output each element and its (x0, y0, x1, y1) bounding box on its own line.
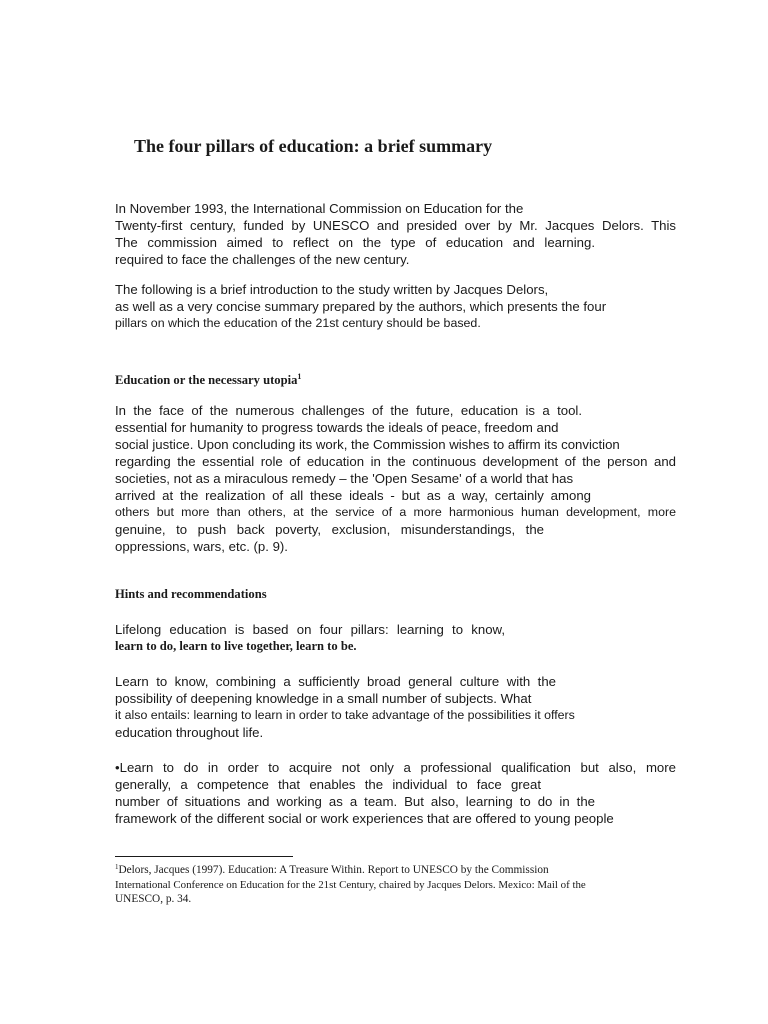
heading-text: Education or the necessary utopia (115, 373, 298, 387)
pillars-paragraph (115, 621, 676, 655)
footnote-line: International Conference on Education for the 21st Century, chaired by Jacques Delors. Mexico: Mail of the (115, 878, 586, 891)
text-line: pillars on which the education of the 21st century should be based. (115, 316, 481, 330)
footnote-text: Delors, Jacques (1997). Education: A Treasure Within. Report to UNESCO by the Commission (118, 864, 549, 876)
text-line (115, 521, 544, 538)
pillars-bold-line: learn to do, learn to live together, learn to be. (115, 639, 357, 653)
text-line: framework of the different social or work experiences that are offered to young people (115, 811, 614, 826)
text-line: societies, not as a miraculous remedy – the 'Open Sesame' of a world that has (115, 471, 574, 486)
text-line (115, 234, 595, 251)
text-line: others but more than others, at the service of a more harmonious human development, more (115, 505, 676, 519)
text-line (115, 621, 505, 638)
text-line-inner: Lifelong education is based on four pillars: learning to know, (115, 622, 505, 637)
text-line-inner: Learn to know, combining a sufficiently broad general culture with the (115, 674, 556, 689)
text-line-inner: The commission aimed to reflect on the type of education and learning. (115, 235, 595, 250)
text-line: •Learn to do in order to acquire not only a professional qualification but also, more (115, 760, 676, 775)
section-heading-utopia (115, 373, 301, 388)
text-line: education throughout life. (115, 725, 264, 740)
text-line: In November 1993, the International Commission on Education for the (115, 201, 524, 216)
footnote-line (115, 863, 635, 878)
learn-to-do-paragraph (115, 759, 676, 827)
text-line: oppressions, wars, etc. (p. 9). (115, 539, 288, 554)
footnote-line: UNESCO, p. 34. (115, 893, 192, 905)
text-line (115, 776, 541, 793)
text-line: required to face the challenges of the new century. (115, 252, 410, 267)
footnote-marker: 1 (297, 372, 302, 381)
text-line (115, 793, 595, 810)
footnote-separator (115, 856, 293, 857)
text-line: The following is a brief introduction to the study written by Jacques Delors, (115, 282, 549, 297)
learn-to-know-paragraph (115, 673, 676, 741)
text-line-inner: In the face of the numerous challenges of the future, education is a tool. (115, 403, 582, 418)
document-title: The four pillars of education: a brief summary (134, 136, 493, 156)
text-line (115, 487, 591, 504)
text-line-inner: genuine, to push back poverty, exclusion, misunderstandings, the (115, 522, 544, 537)
intro-paragraph-2 (115, 281, 676, 332)
text-line-inner: generally, a competence that enables the individual to face great (115, 777, 541, 792)
text-line-inner: number of situations and working as a team. But also, learning to do in the (115, 794, 595, 809)
text-line (115, 402, 582, 419)
footnote-marker: 1 (115, 863, 119, 871)
text-line: it also entails: learning to learn in order to take advantage of the possibilities it offers (115, 708, 575, 722)
text-line-inner: arrived at the realization of all these ideals - but as a way, certainly among (115, 488, 591, 503)
text-line (115, 673, 556, 690)
text-line: Twenty-first century, funded by UNESCO and presided over by Mr. Jacques Delors. This (115, 218, 676, 233)
footnote (115, 863, 635, 907)
section-heading-hints: Hints and recommendations (115, 587, 267, 601)
intro-paragraph-1 (115, 200, 676, 268)
text-line: essential for humanity to progress towards the ideals of peace, freedom and (115, 420, 559, 435)
utopia-paragraph (115, 402, 676, 555)
text-line: regarding the essential role of education in the continuous development of the person and (115, 454, 676, 469)
text-line: social justice. Upon concluding its work, the Commission wishes to affirm its conviction (115, 437, 620, 452)
text-line: possibility of deepening knowledge in a small number of subjects. What (115, 691, 532, 706)
text-line: as well as a very concise summary prepared by the authors, which presents the four (115, 299, 607, 314)
